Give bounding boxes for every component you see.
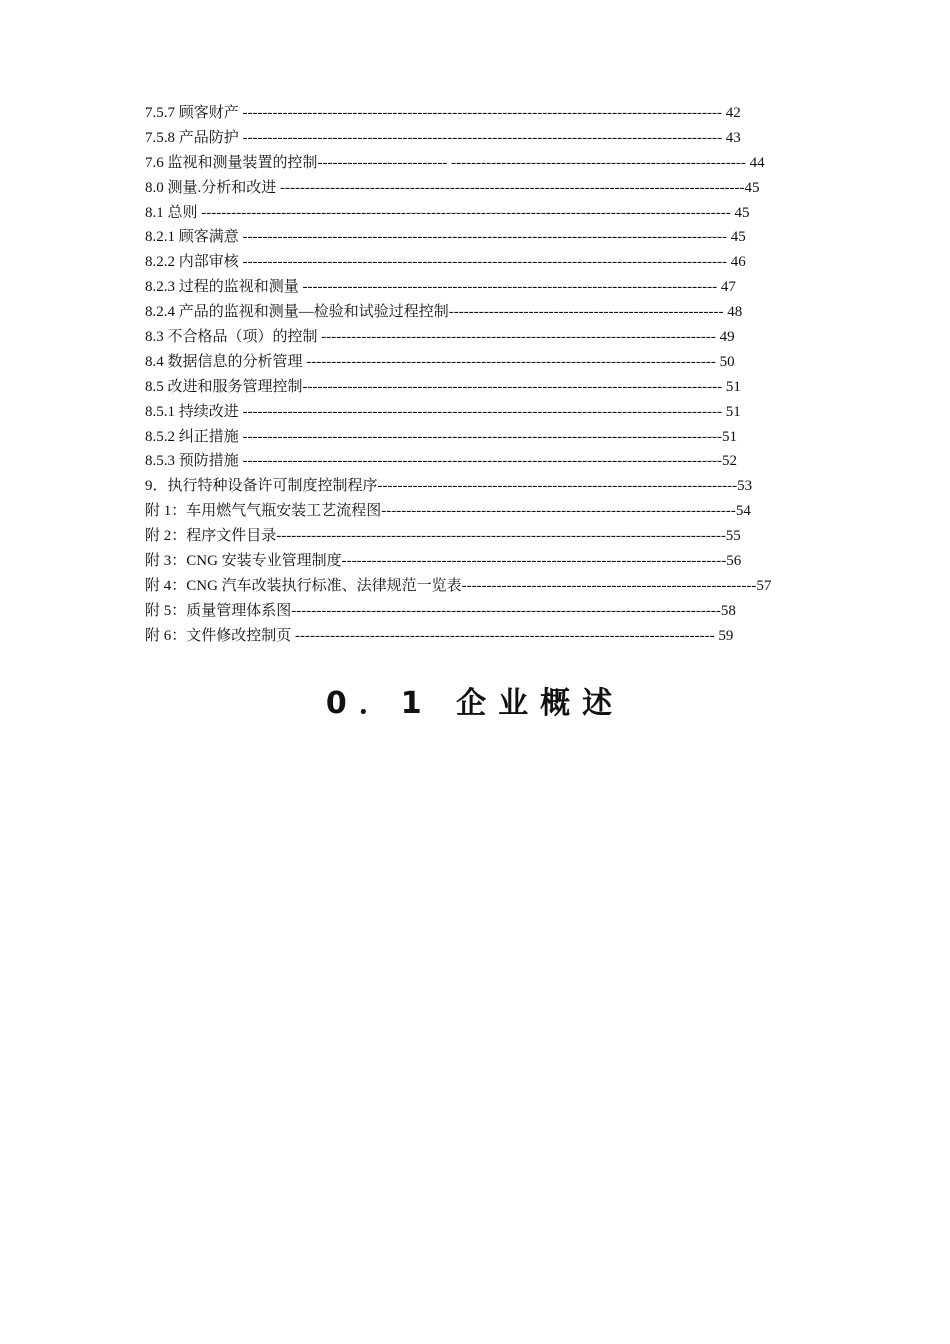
toc-entry: 附 5：质量管理体系图--------------------------------------------------------------------------------------58 [145, 602, 736, 619]
toc-entry: 附 1：车用燃气气瓶安装工艺流程图-----------------------------------------------------------------------54 [145, 503, 751, 520]
toc-entry: 8.3 不合格品（项）的控制 ------------------------------------------------------------------------------- 49 [145, 329, 735, 346]
toc-entry: 9．执行特种设备许可制度控制程序------------------------------------------------------------------------53 [145, 478, 753, 495]
toc-entry: 8.2.2 内部审核 ------------------------------------------------------------------------------------------------- 46 [145, 254, 746, 271]
toc-entry: 8.0 测量.分析和改进 ---------------------------------------------------------------------------------------------45 [145, 179, 760, 196]
toc-entry: 8.5.3 预防措施 ------------------------------------------------------------------------------------------------52 [145, 453, 738, 470]
toc-entry: 附 2：程序文件目录------------------------------------------------------------------------------------------55 [145, 528, 741, 545]
toc-entry: 8.5 改进和服务管理控制------------------------------------------------------------------------------------ 51 [145, 378, 741, 395]
toc-entry: 7.5.8 产品防护 ------------------------------------------------------------------------------------------------ 43 [145, 129, 741, 146]
toc-entry: 8.5.2 纠正措施 ------------------------------------------------------------------------------------------------51 [145, 428, 738, 445]
toc-entry: 附 3：CNG 安装专业管理制度-----------------------------------------------------------------------------56 [145, 553, 742, 570]
toc-entry: 8.2.4 产品的监视和测量—检验和试验过程控制------------------------------------------------------- 48 [145, 304, 743, 321]
toc-entry: 8.1 总则 ---------------------------------------------------------------------------------------------------------- 45 [145, 204, 750, 221]
toc-entry: 8.2.3 过程的监视和测量 ----------------------------------------------------------------------------------- 47 [145, 279, 736, 296]
toc-entry: 7.5.7 顾客财产 ------------------------------------------------------------------------------------------------ 42 [145, 105, 741, 121]
toc-entry: 8.5.1 持续改进 ------------------------------------------------------------------------------------------------ 51 [145, 403, 741, 420]
toc-entry: 附 4：CNG 汽车改装执行标准、法律规范一览表-----------------------------------------------------------57 [145, 577, 772, 594]
toc-entry: 8.4 数据信息的分析管理 ---------------------------------------------------------------------------------- 50 [145, 353, 735, 370]
table-of-contents [145, 101, 771, 649]
toc-entry: 8.2.1 顾客满意 ------------------------------------------------------------------------------------------------- 45 [145, 229, 746, 246]
toc-entry: 附 6：文件修改控制页 ------------------------------------------------------------------------------------ 59 [145, 627, 734, 644]
toc-entry: 7.6 监视和测量装置的控制-------------------------- ----------------------------------------------------------- 44 [145, 154, 765, 171]
section-heading: 0．1 企业概述 [325, 686, 625, 721]
